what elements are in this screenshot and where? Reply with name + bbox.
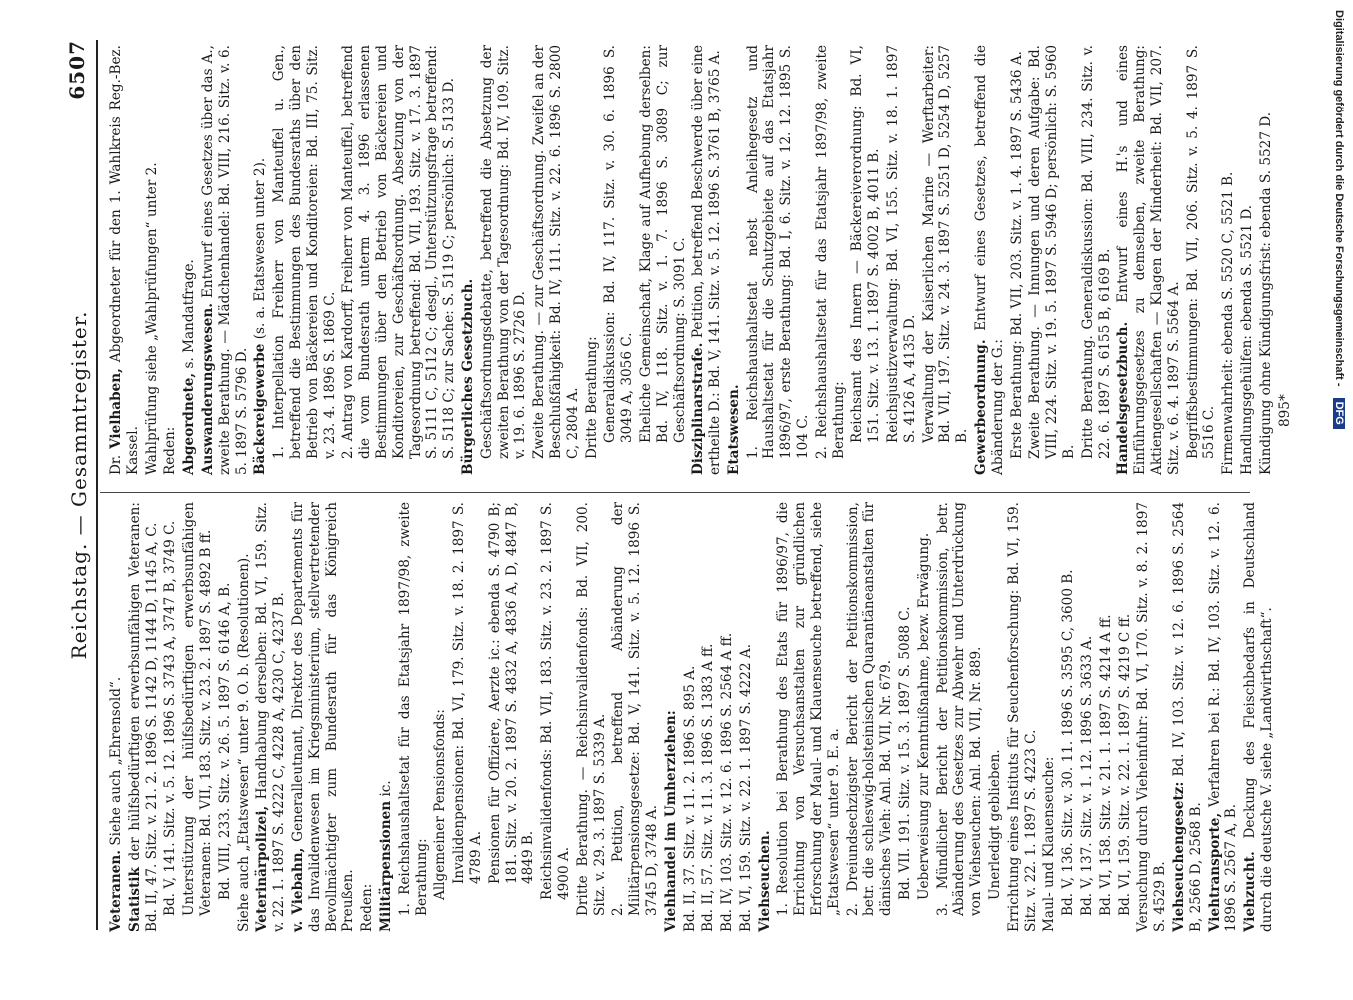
entry-text: 2. Dreiundsechzigster Bericht der Petitionskommission, betr. die schleswig-holsteinischen Quarantäneanstalten für dänisches Vieh: Anl. Bd. VII, Nr. 679. (844, 502, 895, 916)
index-entry (885, 45, 919, 475)
index-entry (254, 502, 288, 932)
entry-text: Verfahren bei R.: Bd. IV, 103. Sitz. v. 12. 6. 1896 S. 2567 A, B. (1206, 502, 1240, 932)
entry-text: Reichsamt des Innern — Bäckereiverordnung: Bd. VI, 151. Sitz. v. 13. 1. 1897 S. 4002 B, 4011 B. (849, 45, 883, 443)
entry-text: Firmenwahrheit: ebenda S. 5520 C, 5521 B. (1220, 171, 1237, 475)
index-entry (340, 45, 458, 475)
index-entry (271, 45, 338, 475)
entry-text: Zweite Berathung. — zur Geschäftsordnung. Zweifel an der Beschlußfähigkeit: Bd. IV, 111. Sitz. v. 22. 6. 1896 S. 2800 C, 2804 A. (531, 45, 581, 459)
index-entry (1006, 502, 1040, 932)
entry-heading: Veterinärpolizei, (254, 805, 271, 932)
entry-text: Unterstützung der hülfsbedürftigen erwerbsunfähigen Veteranen: Bd. VII, 183. Sitz. v. 23. 2. 1897 S. 4892 B ff. (181, 502, 214, 916)
entry-text: Bd. II, 37. Sitz. v. 11. 2. 1896 S. 895 A. (681, 665, 698, 932)
left-column (108, 502, 1275, 932)
entry-text: Invalidenpensionen: Bd. VI, 179. Sitz. v. 18. 2. 1897 S. 4789 A. (451, 502, 484, 884)
entry-text: Reden: (162, 426, 179, 475)
entry-text: Bd. V, 136. Sitz. v. 30. 11. 1896 S. 3595 C, 3600 B. (1060, 569, 1077, 916)
index-entry (144, 45, 161, 475)
index-entry (1242, 502, 1276, 932)
dfg-logo: DFG (1333, 398, 1345, 429)
index-entry (700, 502, 717, 932)
index-entry (531, 45, 581, 475)
index-entry (487, 502, 537, 932)
entry-text: Ueberweisung zur Kenntnißnahme, bezw. Erwägung. (915, 532, 932, 900)
index-entry (1041, 502, 1058, 932)
entry-text: Siehe auch „Etatswesen“ unter 9. O. b. (Resolutionen). (235, 553, 252, 932)
entry-text: Reden: (359, 883, 376, 932)
entry-heading: Viehseuchen. (756, 830, 773, 932)
header-rule (96, 40, 98, 930)
entry-text: Bd. VI, 158. Sitz. v. 21. 1. 1897 S. 4214 A ff. (1097, 614, 1114, 916)
index-entry (757, 502, 774, 932)
index-entry (1115, 45, 1182, 475)
entry-heading: Auswanderungswesen. (199, 303, 216, 475)
index-entry (584, 45, 601, 475)
entry-text: Bd. II, 57. Sitz. v. 11. 3. 1896 S. 1383 A ff. (700, 643, 717, 932)
entry-text: Deckung des Fleischbedarfs in Deutschland durch die deutsche V. siehe „Landwirthschaft“. (1242, 502, 1275, 932)
entry-heading: Etatswesen. (725, 384, 742, 475)
entry-text: 1. Resolution bei Berathung des Etats für 1896/97, die Errichtung von Versuchsanstalten zur gründlichen Erforschung der Maul- und Klauenseuche betreffend, siehe „Etatswesen“ unter 9. E. a. (775, 502, 842, 916)
index-entry (539, 502, 573, 932)
index-entry (108, 502, 125, 932)
entry-text: Handlungsgehülfen: ebenda S. 5521 D. (1239, 204, 1255, 475)
entry-text: Bd. VI, 159. Sitz. v. 22. 1. 1897 S. 4222 A. (737, 643, 754, 932)
index-entry (1277, 45, 1294, 475)
entry-heading: Viehtransporte, (1206, 812, 1223, 932)
index-entry (217, 502, 234, 932)
entry-text: Entwurf eines Gesetzes, betreffend die Abänderung der G.: (973, 45, 1006, 475)
index-entry (849, 45, 883, 475)
entry-text: Handhabung derselben: Bd. VI, 159. Sitz. v. 22. 1. 1897 S. 4222 C, 4228 A, 4230 C, 4237 B. (254, 502, 288, 932)
entry-text: Dr. (108, 448, 124, 475)
entry-text: Reichsinvalidenfonds: Bd. VII, 183. Sitz. v. 23. 2. 1897 S. 4900 A. (539, 502, 572, 900)
entry-text: 895* (1276, 394, 1293, 427)
index-entry (181, 502, 215, 932)
entry-text: Erste Berathung: Bd. VII, 203. Sitz. v. 1. 4. 1897 S. 5436 A. (1008, 51, 1025, 459)
index-entry (602, 45, 636, 475)
entry-heading: Viehseuchengesetz: (1171, 781, 1188, 932)
index-entry (663, 502, 680, 932)
index-entry (1079, 502, 1096, 932)
index-entry (973, 45, 1007, 475)
entry-text: Dritte Berathung. — Reichsinvalidenfonds: Bd. VII, 200. Sitz. v. 29. 3. 1897 S. 5339 A. (574, 502, 608, 916)
index-entry (252, 45, 269, 475)
index-entry (726, 45, 743, 475)
entry-text: Bd. IV, 103. Sitz. v. 12. 6. 1896 S. 2564 B, 2566 D, 2568 B. (1171, 502, 1204, 932)
entry-text: der hülfsbedürftigen erwerbsunfähigen Veteranen: Bd. II, 47. Sitz. v. 21. 2. 1896 S. 1142 D, 1144 D, 1145 A, C. (126, 502, 160, 932)
index-entry (181, 45, 198, 475)
index-entry (290, 502, 357, 932)
entry-text: Entwurf eines Gesetzes über das A., zweite Berathung. — Mädchenhandel: Bd. VIII, 216. Sitz. v. 6. 5. 1897 S. 5796 D. (199, 45, 250, 475)
entry-text: Bd. VI, 159. Sitz. v. 22. 1. 1897 S. 4219 C ff. (1116, 613, 1133, 916)
entry-text: Generaldiskussion: Bd. IV, 117. Sitz. v. 30. 6. 1896 S. 3049 A, 3056 C. (602, 45, 636, 443)
index-entry (745, 45, 812, 475)
entry-text: 2. Reichshaushaltsetat für das Etatsjahr 1897/98, zweite Berathung: (813, 45, 847, 459)
index-entry (1220, 45, 1237, 475)
index-entry (575, 502, 609, 932)
index-entry (236, 502, 253, 932)
entry-text: Bd. IV, 103. Sitz. v. 12. 6. 1896 S. 2564 A ff. (719, 632, 736, 932)
entry-text: Bd. VIII, 233. Sitz. v. 26. 5. 1897 S. 6146 A, B. (216, 582, 233, 900)
index-entry (1185, 45, 1219, 475)
entry-text: 1. Reichshaushaltsetat für das Etatsjahr 1897/98, zweite Berathung: (396, 502, 430, 916)
entry-text: 2. Petition, betreffend Abänderung der Militärpensionsgesetze: Bd. V, 141. Sitz. v. 5. 12. 1896 S. 3745 D, 3748 A. (610, 502, 660, 916)
index-entry (1135, 502, 1169, 932)
page-header (55, 40, 95, 930)
entry-text: Allgemeiner Pensionsfonds: (432, 709, 449, 900)
index-entry (638, 45, 688, 475)
index-entry (921, 45, 971, 475)
entry-heading: Vielhaben, (108, 368, 124, 449)
index-entry (162, 45, 179, 475)
entry-heading: Bürgerliches Gesetzbuch. (459, 278, 476, 475)
entry-text: Verwaltung der Kaiserlichen Marine — Werftarbeiter: Bd. VII, 197. Sitz. v. 24. 3. 1897 S. 5251 D, 5254 D, 5257 B. (920, 45, 971, 443)
index-entry (162, 502, 179, 932)
entry-text: Dritte Berathung: (583, 336, 600, 459)
index-entry (397, 502, 431, 932)
index-entry (897, 502, 914, 932)
entry-heading: Bäckereigewerbe (252, 343, 269, 475)
entry-text: (s. a. Etatswesen unter 2). (252, 157, 269, 344)
index-entry (814, 45, 848, 475)
running-title: Reichstag. — Gesammtregister. (67, 310, 91, 660)
entry-text: 1. Interpellation Freiherr von Manteuffel u. Gen., betreffend die Bestimmungen des Bundesraths über den Betrieb von Bäckereien und Konditoreien: Bd. III, 75. Sitz. v. 23. 4. 1896 S. 1869 C. (271, 45, 338, 459)
index-entry (690, 45, 724, 475)
entry-text: Errichtung eines Instituts für Seuchenforschung: Bd. VI, 159. Sitz. v. 22. 1. 1897 S. 4223 C. (1005, 502, 1039, 932)
index-entry (738, 502, 755, 932)
index-entry (479, 45, 529, 475)
entry-text: s. Mandatfrage. (181, 259, 198, 373)
entry-text: Generalleutnant, Direktor des Departements für das Invalidenwesen im Kriegsministerium, stellvertretender Bevollmächtigter zum Bundesrath für das Königreich Preußen. (289, 502, 357, 932)
entry-heading: Viehhandel im Umherziehen: (662, 710, 679, 932)
entry-heading: Statistik (126, 867, 143, 932)
entry-text: Petition, betreffend Beschwerde über eine ertheilte D.: Bd. V, 141. Sitz. v. 5. 12. 1896 S. 3761 B, 3765 A. (690, 45, 724, 475)
index-entry (460, 45, 477, 475)
entry-heading: Disziplinarstrafe. (690, 342, 707, 475)
entry-text: Begriffsbestimmungen: Bd. VII, 206. Sitz. v. 5. 4. 1897 S. 5516 C. (1184, 45, 1218, 459)
entry-text: Siehe auch „Ehrensold“. (108, 676, 124, 850)
right-column (108, 45, 1293, 475)
index-entry (1117, 502, 1134, 932)
index-entry (378, 502, 395, 932)
entry-heading: v. Viebahn, (289, 847, 306, 932)
entry-text: ic. (377, 780, 394, 801)
index-entry (1171, 502, 1205, 932)
entry-text: Bd. V, 137. Sitz. v. 1. 12. 1896 S. 3633 A. (1079, 635, 1096, 916)
entry-text: Dritte Berathung. Generaldiskussion: Bd. VIII, 234. Sitz. v. 22. 6. 1897 S. 6155 B, 6169 B. (1079, 45, 1113, 459)
column-divider (100, 492, 1250, 493)
index-entry (1098, 502, 1115, 932)
index-entry (200, 45, 250, 475)
digitization-note: Digitalisierung gefördert durch die Deutsche Forschungsgemeinschaft - (1333, 10, 1345, 387)
index-entry (682, 502, 699, 932)
entry-heading: Veteranen. (108, 850, 124, 932)
index-entry (916, 502, 933, 932)
entry-text: Abgeordneter für den 1. Wahlkreis Reg.-Bez. Kassel. (108, 45, 141, 475)
entry-text: Maul- und Klauenseuche: (1041, 756, 1058, 932)
index-entry (719, 502, 736, 932)
index-entry (1239, 45, 1256, 475)
page-number: 6507 (65, 40, 89, 100)
index-entry (987, 502, 1004, 932)
entry-text: Bd. VII. 191. Sitz. v. 15. 3. 1897 S. 5088 C. (897, 606, 914, 900)
index-entry (1009, 45, 1026, 475)
entry-text: 2. Antrag von Kardorff, Freiherr von Manteuffel, betreffend die vom Bundesrath unterm 4. 3. 1896 erlassenen Bestimmungen über den Betrieb von Bäckereien und Konditoreien, zur Geschäftsordnung. Absetzung von der Tagesordnung betreffend: Bd. VII, 193. Sitz. v. 17. 3. 1897 S. 5111 C, 5112 C; desgl., Unterstützungsfrage betreffend: S. 5118 C; zur Sache: S. 5119 C; persönlich: S. 5133 D. (340, 45, 458, 459)
index-entry (775, 502, 842, 932)
index-entry (845, 502, 895, 932)
entry-text: Entwurf eines H.'s und eines Einführungsgesetzes zu demselben, zweite Berathung: Aktiengesellschaften — Klagen der Minderheit: Bd. VII, 207. Sitz. v. 6. 4. 1897 S. 5564 A. (1115, 45, 1182, 475)
entry-text: Kündigung ohne Kündigungsfrist: ebenda S. 5527 D. (1257, 111, 1274, 475)
index-entry (127, 502, 161, 932)
index-entry (432, 502, 449, 932)
entry-text: 3. Mündlicher Bericht der Petitionskommission, betr. Abänderung des Gesetzes zur Abwehr und Unterdrückung von Viehseuchen: Anl. Bd. VII, Nr. 889. (934, 502, 985, 916)
entry-text: Unerledigt geblieben. (987, 749, 1004, 900)
entry-text: Bd. V, 141. Sitz. v. 5. 12. 1896 S. 3743 A, 3747 B, 3749 C. (162, 520, 179, 916)
index-entry (610, 502, 660, 932)
entry-text: Eheliche Gemeinschaft, Klage auf Aufhebung derselben: Bd. IV, 118. Sitz. v. 1. 7. 1896 S. 3089 C; zur Geschäftsordnung: S. 3091 C. (637, 45, 688, 443)
index-entry (1060, 502, 1077, 932)
index-entry (1080, 45, 1114, 475)
entry-heading: Gewerbeordnung. (973, 339, 990, 475)
entry-text: Versuchung durch Vieheinfuhr: Bd. VI, 170. Sitz. v. 8. 2. 1897 S. 4529 B. (1135, 502, 1169, 932)
entry-text: Geschäftsordnungsdebatte, betreffend die Absetzung der zweiten Berathung von der Tagesordnung: Bd. IV, 109. Sitz. v. 19. 6. 1896 S. 2726 D. (478, 45, 529, 459)
index-entry (108, 45, 142, 475)
entry-text: Pensionen für Offiziere, Aerzte ic.: ebenda S. 4790 B; 181. Sitz. v. 20. 2. 1897 S. 4832 A, 4836 A, D, 4847 B, 4849 B. (486, 502, 537, 884)
entry-text: Zweite Berathung. — Innungen und deren Aufgabe: Bd. VIII, 224. Sitz. v. 19. 5. 1897 S. 5946 D; persönlich: S. 5960 B. (1027, 45, 1078, 459)
index-entry (359, 502, 376, 932)
index-entry (1258, 45, 1275, 475)
side-note (1323, 10, 1347, 990)
entry-heading: Militärpensionen (377, 800, 394, 932)
entry-heading: Handelsgesetzbuch. (1115, 321, 1132, 475)
index-entry (1027, 45, 1077, 475)
entry-heading: Abgeordnete, (181, 372, 198, 475)
entry-text: Reichsjustizverwaltung: Bd. VI, 155. Sitz. v. 18. 1. 1897 S. 4126 A, 4135 D. (885, 45, 918, 443)
index-entry (451, 502, 485, 932)
entry-text: 1. Reichshaushaltsetat nebst Anleihegesetz und Haushaltsetat für die Schutzgebiete auf das Etatsjahr 1896/97, erste Berathung: Bd. I, 6. Sitz. v. 12. 12. 1895 S. 104 C. (744, 45, 812, 459)
entry-heading: Viehzucht. (1242, 851, 1259, 932)
entry-text: Wahlprüfung siehe „Wahlprüfungen“ unter 2. (143, 162, 160, 475)
index-entry (935, 502, 985, 932)
index-entry (1207, 502, 1241, 932)
